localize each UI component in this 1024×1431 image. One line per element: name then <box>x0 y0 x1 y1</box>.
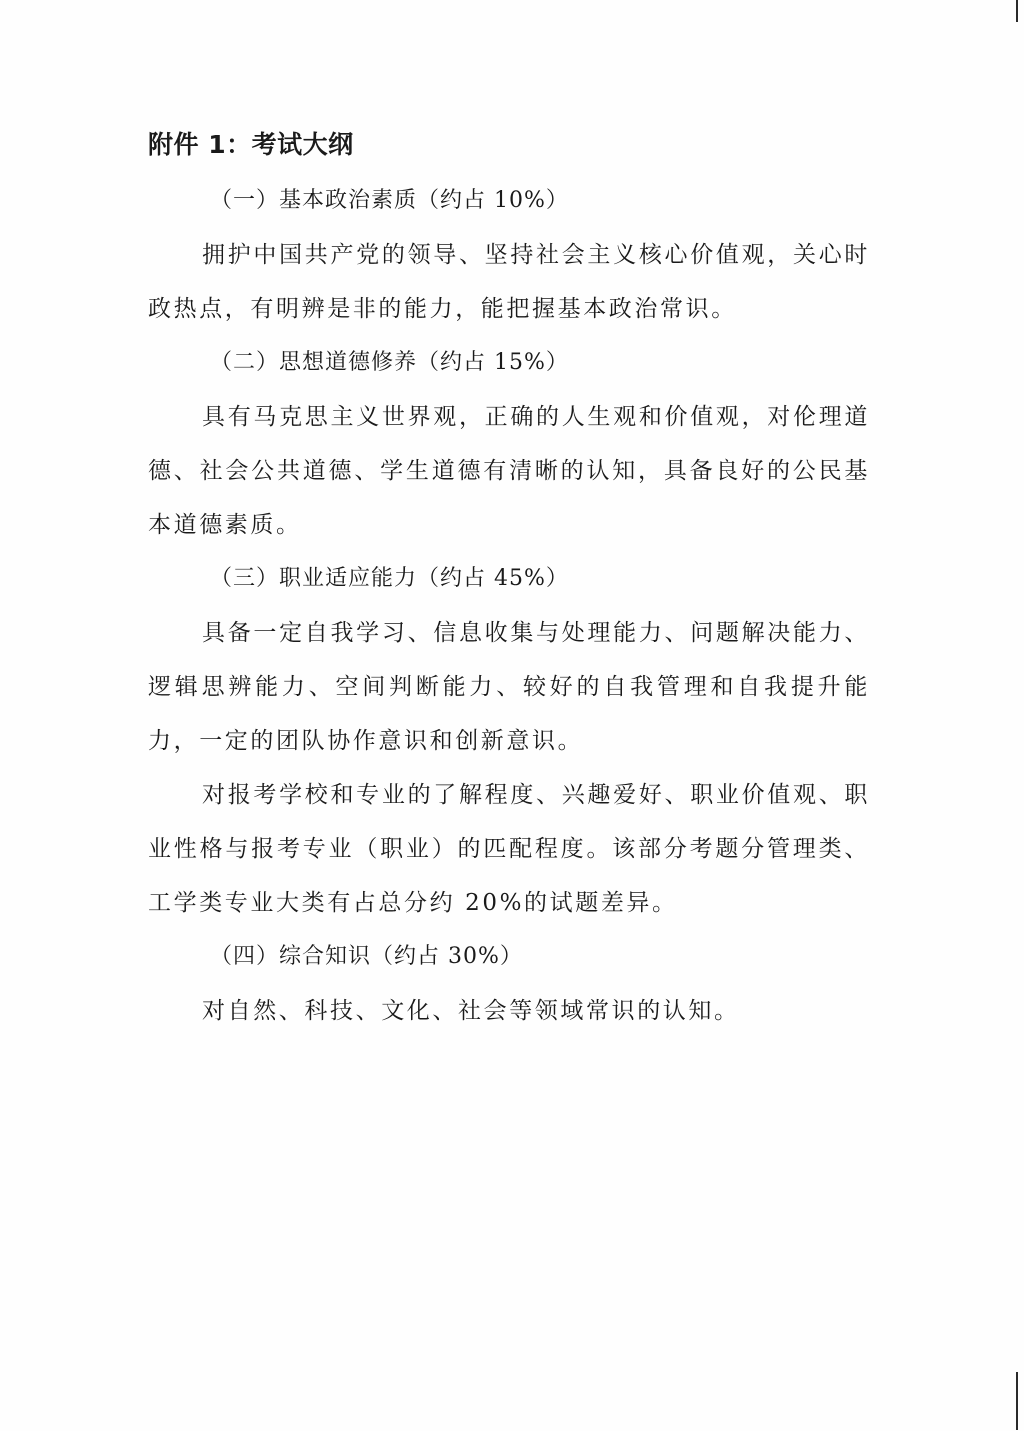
section-heading: （四）综合知识（约占 30%） <box>210 944 523 969</box>
section-heading: （三）职业适应能力（约占 45%） <box>210 566 569 591</box>
section-paragraph: 具备一定自我学习、信息收集与处理能力、问题解决能力、逻辑思辨能力、空间判断能力、较好的自我管理和自我提升能力，一定的团队协作意识和创新意识。 <box>148 620 870 754</box>
document-title: 附件 1：考试大纲 <box>148 130 354 159</box>
section-paragraph: 对自然、科技、文化、社会等领域常识的认知。 <box>202 998 740 1024</box>
section-paragraph: 对报考学校和专业的了解程度、兴趣爱好、职业价值观、职业性格与报考专业（职业）的匹配程度。该部分考题分管理类、工学类专业大类有占总分约 20%的试题差异。 <box>148 782 870 916</box>
scan-edge-mark <box>1016 0 1018 22</box>
section-heading: （一）基本政治素质（约占 10%） <box>210 188 569 213</box>
document-body <box>148 120 870 1038</box>
section-paragraph: 具有马克思主义世界观，正确的人生观和价值观，对伦理道德、社会公共道德、学生道德有清晰的认知，具备良好的公民基本道德素质。 <box>148 404 870 538</box>
section-paragraph: 拥护中国共产党的领导、坚持社会主义核心价值观，关心时政热点，有明辨是非的能力，能把握基本政治常识。 <box>148 242 870 322</box>
scan-edge-mark <box>1016 1372 1018 1430</box>
section-heading: （二）思想道德修养（约占 15%） <box>210 350 569 375</box>
